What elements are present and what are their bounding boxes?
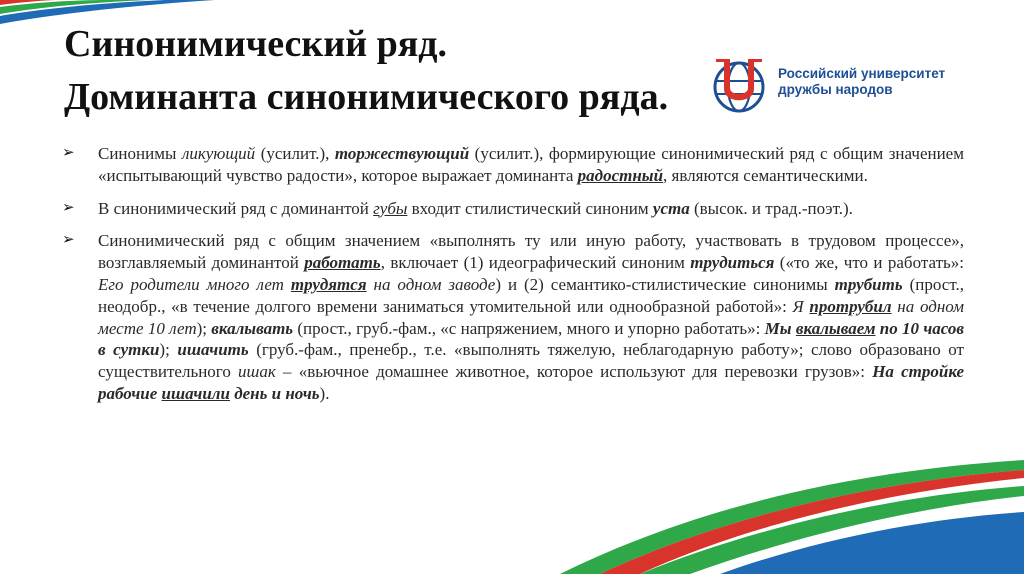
text-segment: губы [373, 198, 408, 218]
text-segment: Его родители много лет [98, 274, 291, 294]
text-segment: (прост., неодобр., «в течение долгого времени заниматься утомительной или однообразной работой»: [98, 274, 964, 316]
text-segment: На стройке рабочие [98, 362, 964, 403]
bullet-list [62, 143, 964, 416]
text-segment: ишачили [161, 383, 230, 403]
text-segment: (усилит.), формирующие синонимический ряд с общим значением «испытывающий чувство радости», которое выражает доминанта [98, 144, 964, 185]
text-segment: на одном месте 10 лет [98, 296, 964, 338]
text-segment: (высок. и трад.-поэт.). [689, 198, 853, 218]
text-segment: день и ночь [229, 383, 320, 403]
text-segment: ликующий [181, 144, 256, 163]
text-segment: , включает (1) идеографический синоним [380, 253, 691, 273]
text-segment: В синонимический ряд с доминантой [98, 198, 374, 218]
bullet-text [98, 198, 964, 220]
bullet-text [98, 143, 964, 187]
bottom-right-swoosh [560, 460, 1024, 574]
text-segment: радостный [577, 165, 664, 185]
text-segment: ). [319, 383, 330, 403]
text-segment: ); [159, 340, 178, 360]
globe-icon [708, 54, 770, 116]
title-line-2: Доминанта синонимического ряда. [64, 76, 669, 118]
title-line-1: Синонимический ряд. [64, 23, 448, 65]
text-segment: Синонимический ряд с общим значением «выполнять ту или иную работу, участвовать в трудовом процессе», возглавляемый доминантой [98, 231, 964, 273]
bullet-item [62, 143, 964, 187]
logo-line-2: дружбы народов [778, 82, 893, 97]
arrow-bullet-icon: ➢ [62, 145, 75, 161]
text-segment: ); [196, 318, 212, 338]
text-segment: на одном заводе [366, 274, 496, 294]
arrow-bullet-icon: ➢ [62, 232, 75, 249]
logo-line-1: Российский университет [778, 66, 946, 81]
text-segment: (прост., груб.-фам., «с напряжением, много и упорно работать»: [293, 318, 765, 338]
text-segment: ) и (2) семантико-стилистические синонимы [495, 274, 835, 294]
text-segment: трудятся [290, 274, 367, 294]
text-segment: («то же, что и работать»: [774, 253, 965, 273]
text-segment: работать [304, 253, 381, 273]
text-segment: протрубил [809, 296, 892, 316]
text-segment: Синонимы [98, 144, 182, 163]
text-segment: вкалывать [211, 318, 294, 338]
text-segment: (усилит.), [255, 144, 335, 163]
arrow-bullet-icon: ➢ [62, 199, 75, 216]
text-segment: входит стилистический синоним [407, 198, 653, 218]
text-segment: уста [652, 198, 690, 218]
text-segment: (груб.-фам., пренебр., т.е. «выполнять тяжелую, неблагодарную работу»; слово образовано от существительного [98, 340, 964, 382]
university-logo [708, 54, 988, 116]
text-segment: ишак [238, 362, 276, 382]
text-segment: торжествующий [334, 144, 470, 163]
bullet-text [98, 230, 964, 404]
text-segment: Я [792, 296, 810, 316]
text-segment: трудиться [690, 253, 775, 273]
text-segment: по 10 часов в сутки [98, 318, 964, 360]
bullet-item [62, 198, 964, 220]
text-segment: Мы [764, 318, 796, 338]
bullet-item [62, 230, 964, 404]
logo-text [778, 66, 945, 98]
text-segment: вкалываем [795, 318, 876, 338]
text-segment: – «вьючное домашнее животное, которое используют для перевозки грузов»: [275, 362, 873, 382]
slide-title [64, 18, 724, 124]
text-segment: ишачить [177, 340, 249, 360]
text-segment: трубить [834, 274, 903, 294]
text-segment: , являются семантическими. [663, 165, 868, 185]
